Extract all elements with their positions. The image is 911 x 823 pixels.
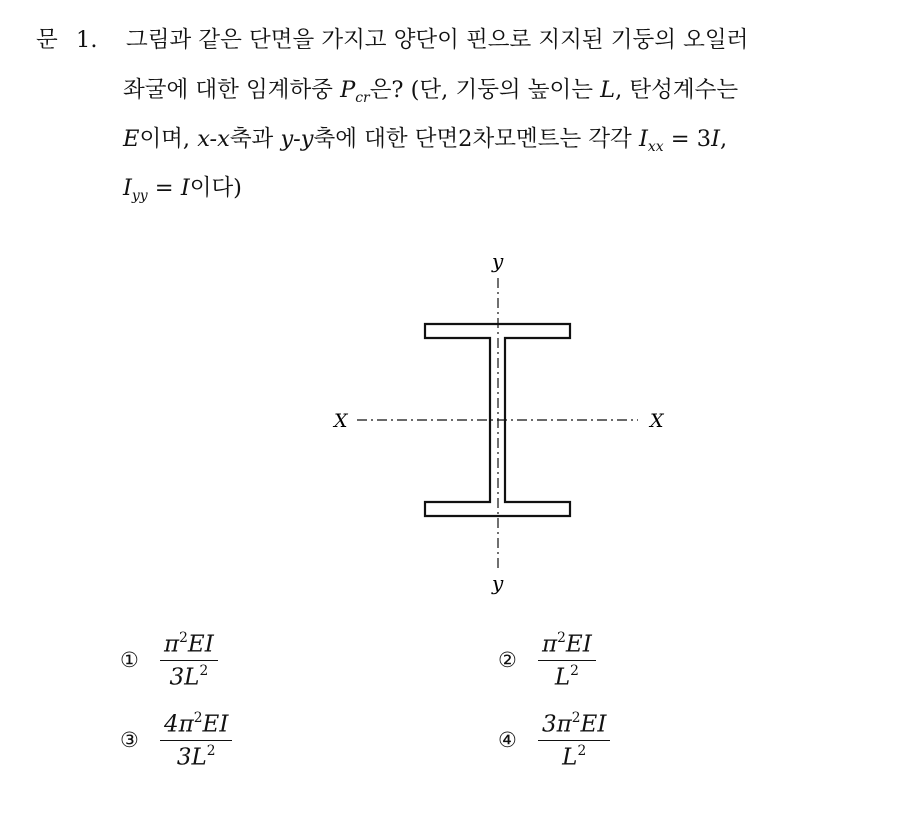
choice-marker: ①	[120, 648, 139, 673]
choice-formula	[538, 710, 610, 770]
num-rest: EI	[202, 711, 229, 738]
den-exp: 2	[577, 742, 587, 759]
den-coef: 3	[176, 744, 192, 771]
question-text-2c: , 탄성계수는	[615, 77, 739, 103]
den-L: L	[562, 744, 578, 771]
formula-denominator	[551, 661, 583, 691]
num-exp: 2	[557, 630, 566, 646]
critical-load-subscript: cr	[355, 89, 370, 106]
yy-axis-label: y-y	[280, 126, 314, 152]
modulus-symbol: E	[123, 126, 140, 152]
iyy-equals: =	[147, 175, 181, 201]
choice-4[interactable]	[498, 710, 610, 770]
question-text-4end: 이다)	[189, 175, 242, 201]
choice-formula	[538, 630, 596, 690]
critical-load-symbol: P	[340, 77, 356, 103]
choice-marker: ③	[120, 728, 139, 753]
num-exp: 2	[571, 710, 581, 726]
num-pi: π	[178, 711, 194, 738]
x-axis-label-right: X	[650, 410, 664, 432]
choice-1[interactable]	[120, 630, 218, 690]
num-pi: π	[556, 711, 572, 738]
den-L: L	[554, 664, 571, 691]
num-rest: EI	[580, 711, 607, 738]
formula-numerator	[538, 630, 596, 661]
question-text-2b: 은? (단, 기둥의 높이는	[369, 77, 601, 103]
question-line-3	[123, 121, 727, 155]
formula-denominator	[558, 741, 590, 771]
num-coef: 4	[164, 711, 179, 738]
question-text-2a: 좌굴에 대한 임계하중	[123, 77, 341, 103]
question-line-4	[123, 170, 242, 204]
iyy-value-symbol: I	[180, 175, 190, 201]
ixx-value-symbol: I	[711, 126, 720, 152]
question-text-3b: 축과	[229, 126, 281, 152]
num-exp: 2	[179, 630, 188, 646]
den-exp: 2	[199, 662, 209, 679]
den-exp: 2	[570, 662, 579, 679]
question-label: 문	[36, 27, 58, 53]
question-text-3a: 이며,	[139, 126, 198, 152]
choice-3[interactable]	[120, 710, 232, 770]
formula-numerator	[160, 630, 218, 661]
iyy-subscript: yy	[131, 187, 148, 204]
num-rest: EI	[565, 631, 592, 658]
den-coef: 3	[169, 664, 185, 691]
xx-axis-label: x-x	[197, 126, 230, 152]
choice-formula	[160, 630, 218, 690]
i-beam-section-figure	[330, 248, 670, 598]
den-L: L	[191, 744, 207, 771]
iyy-symbol: I	[123, 175, 132, 201]
y-axis-label-bottom: y	[492, 571, 504, 595]
choice-2[interactable]	[498, 630, 596, 690]
question-text-3end: ,	[719, 126, 728, 152]
question-text-3c: 축에 대한 단면2차모멘트는 각각	[313, 126, 639, 152]
formula-numerator	[160, 710, 232, 741]
x-axis-label-left: X	[334, 410, 348, 432]
question-text-1: 그림과 같은 단면을 가지고 양단이 핀으로 지지된 기둥의 오일러	[126, 27, 749, 53]
question-number: 1.	[76, 27, 98, 53]
formula-numerator	[538, 710, 610, 741]
den-exp: 2	[206, 742, 216, 759]
den-L: L	[184, 664, 200, 691]
ixx-symbol: I	[638, 126, 648, 152]
num-rest: EI	[187, 631, 214, 658]
ixx-subscript: xx	[647, 138, 664, 155]
formula-denominator	[173, 741, 220, 771]
num-exp: 2	[193, 710, 203, 726]
choice-marker: ②	[498, 648, 517, 673]
choice-marker: ④	[498, 728, 517, 753]
ixx-equals: = 3	[663, 126, 712, 152]
choice-formula	[160, 710, 232, 770]
num-pi: π	[542, 631, 558, 658]
formula-denominator	[166, 661, 213, 691]
length-symbol: L	[600, 77, 616, 103]
y-axis-label-top: y	[492, 249, 504, 273]
question-line-1	[36, 22, 748, 54]
question-line-2	[123, 72, 738, 106]
num-pi: π	[164, 631, 180, 658]
num-coef: 3	[542, 711, 557, 738]
